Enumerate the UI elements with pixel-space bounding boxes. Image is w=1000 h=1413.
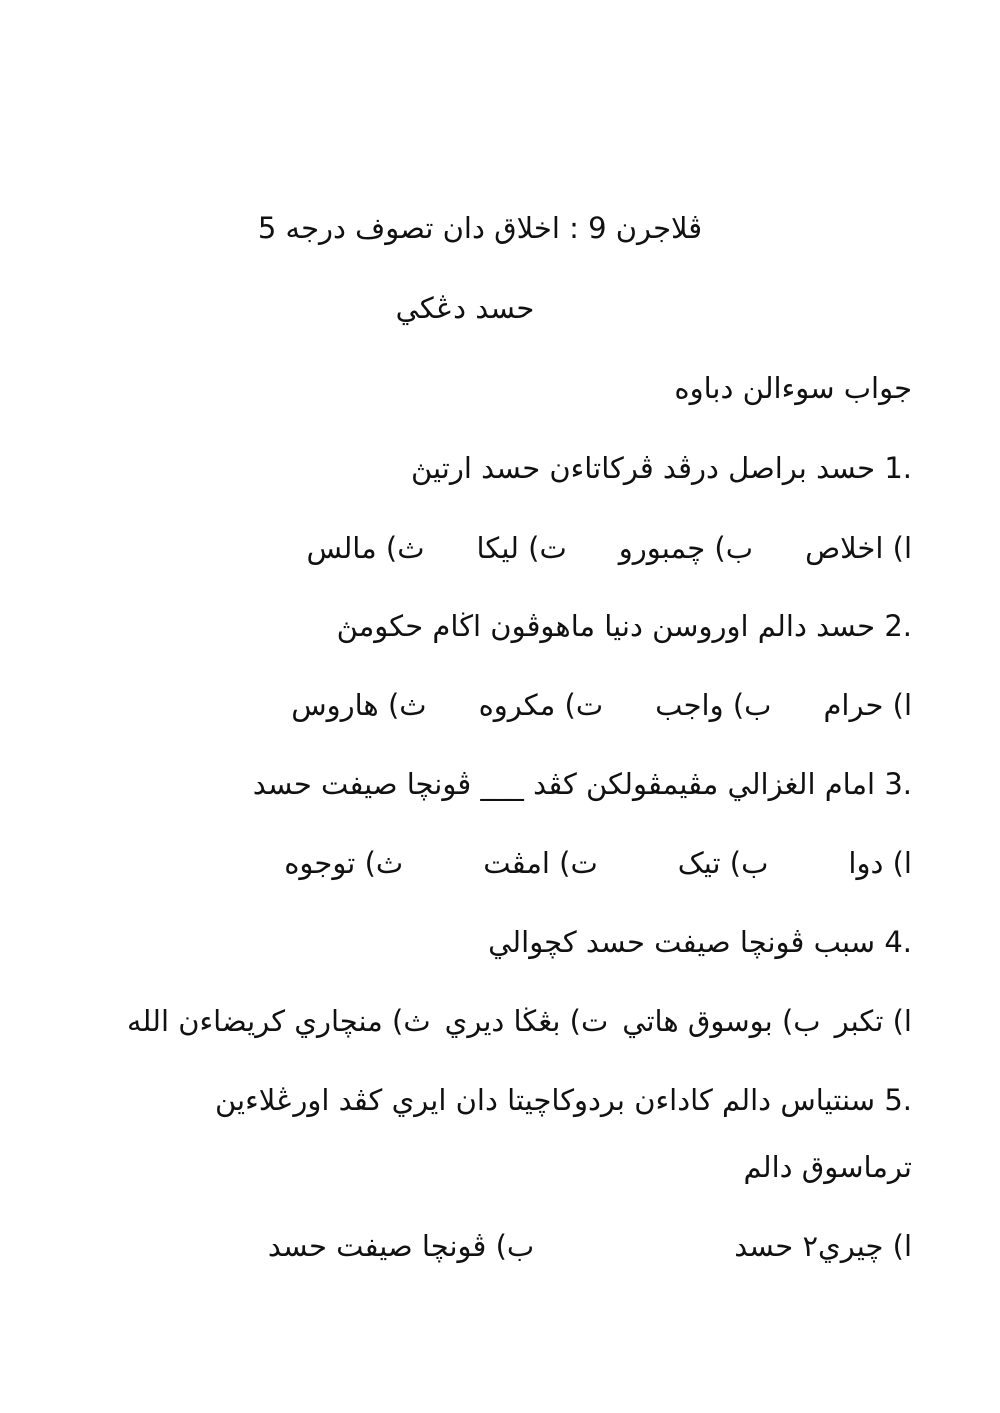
page-title: ڤلاجرن 9 : اخلاق دان تصوف درجه 5 — [257, 211, 703, 245]
question-4-option-b: ب) بوسوق هاتي — [622, 1004, 821, 1038]
page-subtitle: حسد دڠکي — [395, 291, 535, 325]
question-2-options — [291, 685, 912, 725]
question-1-option-c: ت) ليکا — [476, 531, 567, 565]
question-4-option-d: ث) منچاري کريضاءن الله — [126, 1004, 431, 1038]
question-1-option-a: ا) اخلاص — [805, 531, 912, 565]
question-4-text: .4 سبب ڤونچا صيفت حسد کچوالي — [488, 925, 912, 959]
question-1-text: .1 حسد براصل درڤد ڤرکاتاءن حسد ارتيڽ — [410, 451, 912, 485]
question-5-option-a: ا) چيري٢ حسد — [734, 1229, 912, 1263]
question-5-text-line-2: ترماسوق دالم — [743, 1150, 912, 1184]
question-5-option-b: ب) ڤونچا صيفت حسد — [267, 1229, 535, 1263]
question-2-option-d: ث) هاروس — [291, 688, 427, 722]
question-3-option-b: ب) تيک — [677, 846, 769, 880]
question-2-option-a: ا) حرام — [823, 688, 912, 722]
question-3-option-a: ا) دوا — [848, 846, 912, 880]
question-3-options — [284, 843, 912, 883]
question-1-option-d: ث) مالس — [306, 531, 425, 565]
question-4-option-a: ا) تکبر — [834, 1004, 912, 1038]
question-4-options — [127, 1001, 912, 1041]
question-1-option-b: ب) چمبورو — [618, 531, 754, 565]
question-2-text: .2 حسد دالم اوروسن دنيا ماهوڤون اڬام حکومڽ — [336, 609, 912, 643]
question-4-option-c: ت) بڠڬا ديري — [444, 1004, 609, 1038]
question-1-options — [306, 528, 912, 568]
question-3-option-c: ت) امڤت — [483, 846, 598, 880]
question-2-option-c: ت) مکروه — [478, 688, 604, 722]
question-5-options — [268, 1226, 912, 1266]
question-3-option-d: ث) توجوه — [284, 846, 404, 880]
question-3-text: .3 امام الغزالي مڤيمڤولکن کڤد ___ ڤونچا صيفت حسد — [252, 767, 912, 801]
instruction-text: جواب سوءالن دباوه — [674, 371, 912, 405]
question-2-option-b: ب) واجب — [655, 688, 772, 722]
question-5-text-line-1: .5 سنتياس دالم کاداءن بردوکاچيتا دان ايري کڤد اورڠلاءين — [214, 1083, 912, 1117]
